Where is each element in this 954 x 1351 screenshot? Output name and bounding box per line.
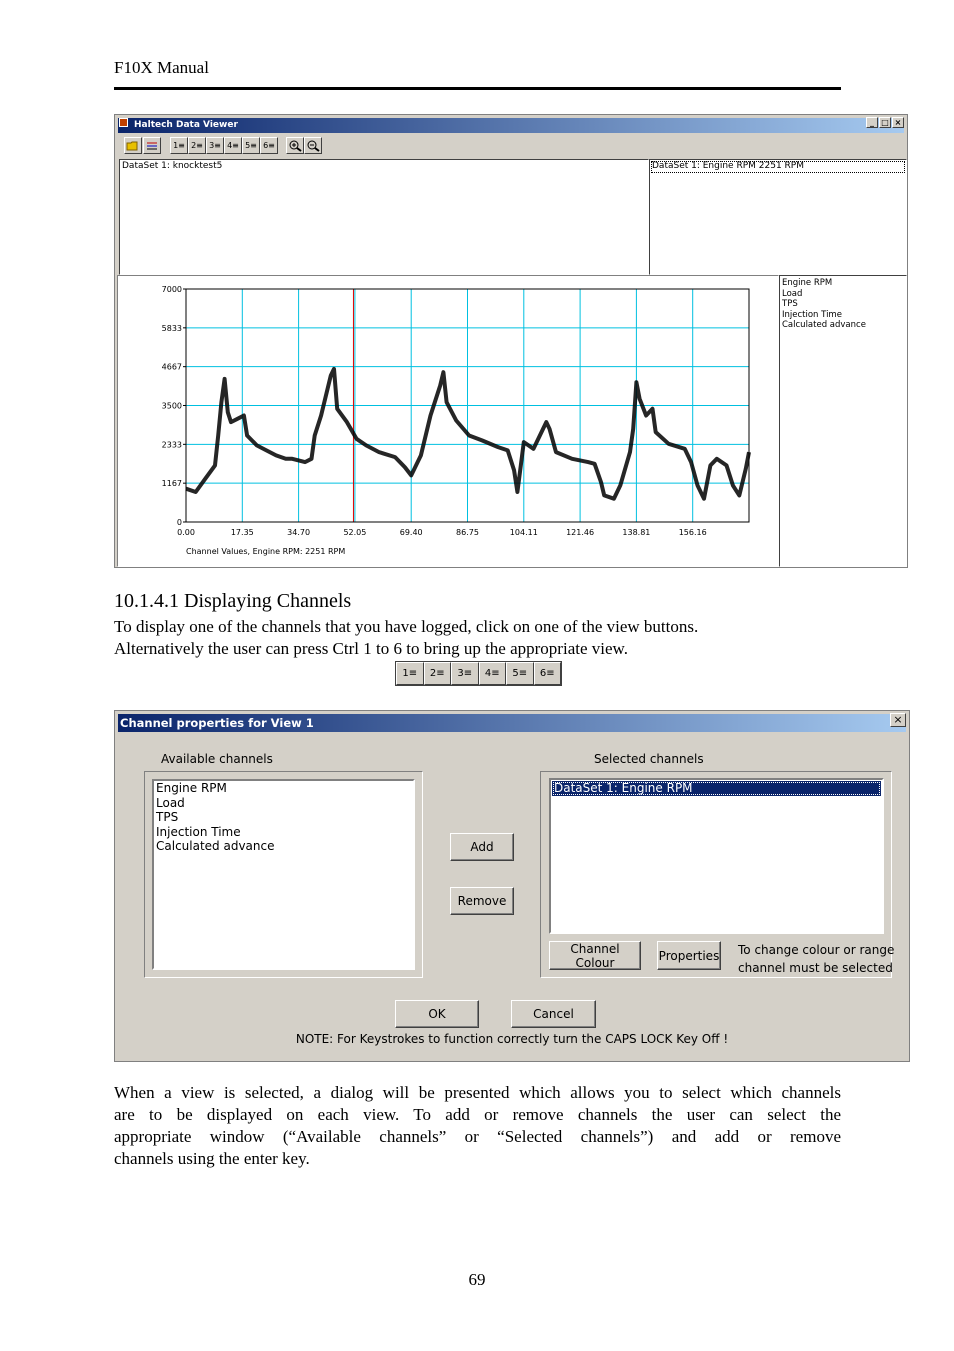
paragraph-line: are to be displayed on each view. To add or remove channels the user can select the [114,1105,841,1124]
y-tick-label: 4667 [161,362,182,372]
paragraph-line: When a view is selected, a dialog will be presented which allows you to select which channels [114,1083,841,1102]
y-tick-label: 3500 [161,401,182,411]
x-tick-label: 0.00 [177,528,195,537]
data-viewer-window [114,114,908,568]
x-tick-label: 121.46 [566,528,595,537]
caps-lock-note: NOTE: For Keystrokes to function correctly turn the CAPS LOCK Key Off ! [295,1032,729,1046]
x-tick-label: 156.16 [678,528,707,537]
dataset-value-text: DataSet 1: Engine RPM 2251 RPM [652,161,804,171]
hint-line: To change colour or range [738,943,895,957]
list-item[interactable]: Load [156,795,185,810]
section-heading: 10.1.4.1 Displaying Channels [114,590,352,612]
y-tick-label: 1167 [161,479,182,489]
available-channels-label: Available channels [161,752,273,766]
zoom-in-button[interactable] [286,137,304,154]
view-4-button[interactable]: 4≡ [224,137,242,154]
properties-button[interactable]: Properties [657,941,721,970]
paragraph-line: Alternatively the user can press Ctrl 1 to 6 to bring up the appropriate view. [114,639,628,658]
y-tick-label: 5833 [161,323,182,333]
view-5-button[interactable]: 5≡ [506,662,534,685]
legend-item[interactable]: Calculated advance [782,320,866,330]
x-tick-label: 138.81 [622,528,651,537]
dialog-close-button[interactable]: × [890,713,906,727]
dialog-title: Channel properties for View 1 [118,714,906,732]
hint-line: channel must be selected [738,961,893,975]
paragraph-line: appropriate window (“Available channels” or “Selected channels”) and add or remove [114,1127,841,1146]
paragraph-line: To display one of the channels that you have logged, click on one of the view buttons. [114,617,699,636]
add-button[interactable]: Add [450,833,514,861]
x-tick-label: 34.70 [287,528,311,537]
y-tick-label: 2333 [161,440,182,450]
channel-graph [118,276,778,566]
channels-button[interactable] [143,137,161,154]
view-1-button[interactable]: 1≡ [396,662,424,685]
channel-colour-button[interactable]: Channel Colour [549,941,641,970]
channels-icon [145,140,159,152]
zoom-in-icon [288,139,302,152]
view-2-button[interactable]: 2≡ [424,662,452,685]
page-number: 69 [468,1270,486,1289]
maximize-button[interactable]: □ [879,117,891,128]
paragraph-line: channels using the enter key. [114,1149,310,1168]
viewer-titlebar: Haltech Data Viewer [118,118,904,133]
view-1-button[interactable]: 1≡ [170,137,188,154]
x-tick-label: 104.11 [509,528,538,537]
view-5-button[interactable]: 5≡ [242,137,260,154]
legend-item[interactable]: Injection Time [782,309,842,320]
legend-item[interactable]: TPS [782,299,798,309]
view-4-button[interactable]: 4≡ [479,662,507,685]
list-item[interactable]: Injection Time [156,824,241,839]
list-item-selected[interactable]: DataSet 1: Engine RPM [552,781,881,796]
selected-channels-list[interactable] [549,778,884,934]
folder-icon [126,140,140,152]
zoom-out-button[interactable] [304,137,322,154]
y-tick-label: 0 [176,518,182,527]
view-buttons-strip [395,661,562,686]
app-icon [119,118,128,127]
header-rule [114,87,841,90]
available-channels-list[interactable] [152,779,415,970]
legend-item[interactable]: Load [782,288,803,299]
dataset-value-pane[interactable] [649,159,907,275]
dataset-name-text: DataSet 1: knocktest5 [122,161,223,171]
channel-legend[interactable] [779,275,907,567]
zoom-out-icon [306,139,320,152]
remove-button[interactable]: Remove [450,887,514,915]
view-6-button[interactable]: 6≡ [534,662,562,685]
graph-pane[interactable] [117,275,779,567]
list-item[interactable]: TPS [156,810,179,825]
cancel-button[interactable]: Cancel [511,1000,596,1028]
open-folder-button[interactable] [124,137,142,154]
x-tick-label: 52.05 [343,528,367,537]
y-tick-label: 7000 [161,285,182,294]
x-tick-label: 69.40 [399,528,423,537]
page-header: F10X Manual [114,58,209,77]
list-item[interactable]: Calculated advance [156,839,275,854]
view-2-button[interactable]: 2≡ [188,137,206,154]
view-3-button[interactable]: 3≡ [451,662,479,685]
view-6-button[interactable]: 6≡ [260,137,278,154]
close-button[interactable]: × [892,117,904,128]
view-3-button[interactable]: 3≡ [206,137,224,154]
ok-button[interactable]: OK [395,1000,479,1028]
channel-properties-dialog [114,710,910,1062]
hint-text [738,941,894,977]
minimize-button[interactable]: _ [866,117,878,128]
selected-channels-label: Selected channels [594,752,704,766]
list-item[interactable]: Engine RPM [156,781,227,795]
chart-caption: Channel Values, Engine RPM: 2251 RPM [186,547,346,556]
legend-item[interactable]: Engine RPM [782,278,833,288]
dataset-info-pane[interactable] [119,159,649,275]
x-tick-label: 17.35 [230,528,254,537]
closing-paragraph [114,1082,841,1170]
x-tick-label: 86.75 [456,528,479,537]
